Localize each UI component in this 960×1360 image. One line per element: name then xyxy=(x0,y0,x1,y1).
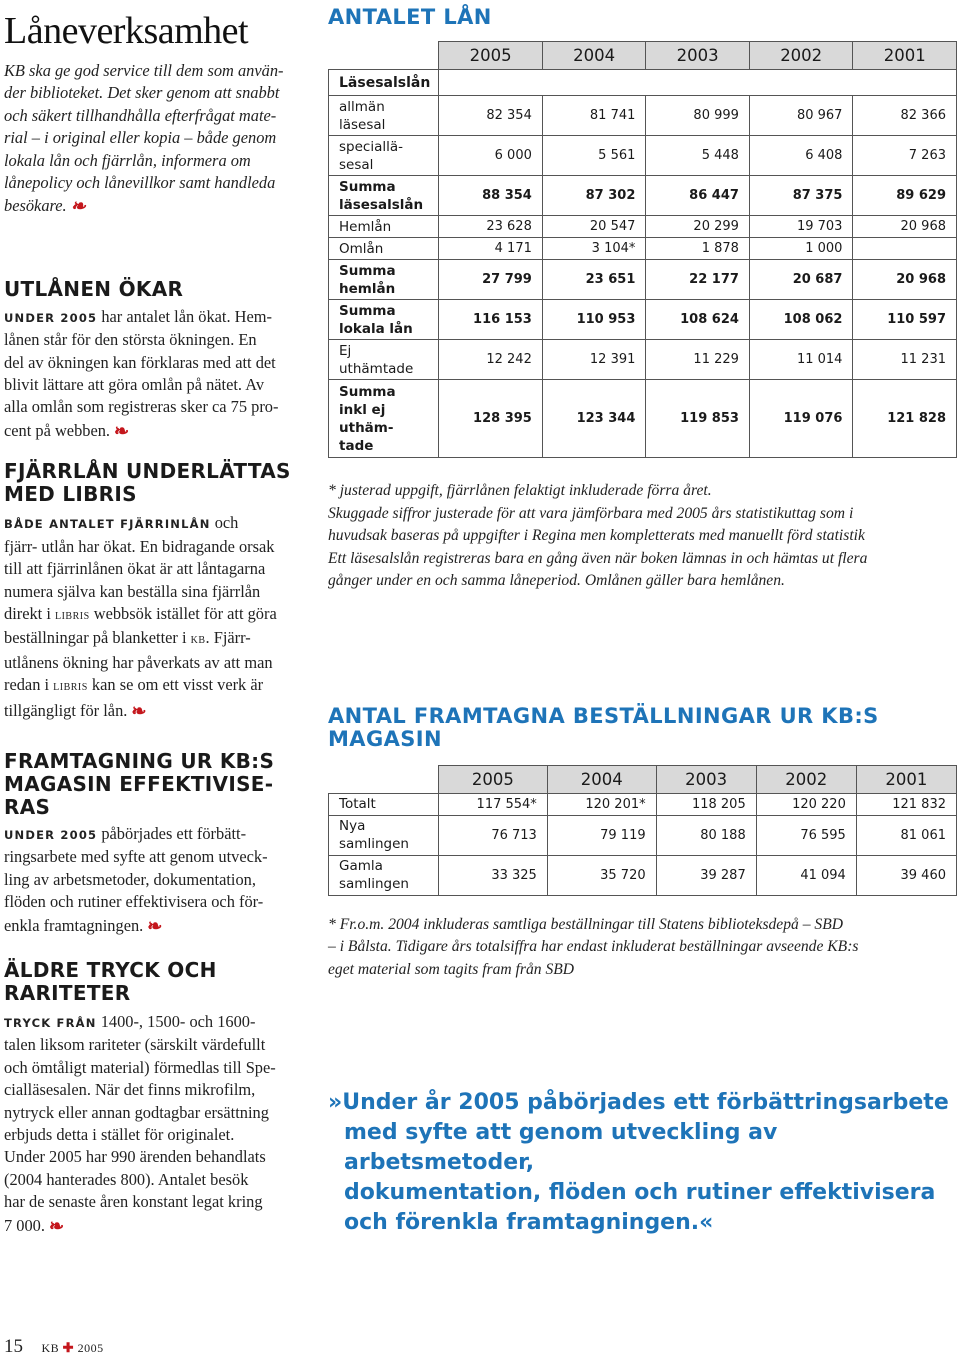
table-cell: 76 595 xyxy=(756,815,856,855)
body-line: (2004 hanterades 800). Antalet besök xyxy=(4,1169,249,1189)
table-row xyxy=(329,380,957,458)
body-line: numera själva kan beställa sina fjärrlån xyxy=(4,581,261,601)
table-cell: 20 299 xyxy=(646,216,750,238)
row-label: Totalt xyxy=(329,793,439,815)
heading-line: RAS xyxy=(4,794,51,819)
heading-line: MED LIBRIS xyxy=(4,482,137,507)
body-line: nytryck eller annan godtagbar ersättning xyxy=(4,1102,269,1122)
body-line: och ömtåligt material) förmedlas till Spe- xyxy=(4,1057,276,1077)
section-heading-utlanen: UTLÅNEN ÖKAR xyxy=(4,276,184,301)
left-column xyxy=(4,0,304,1237)
body-line: alla omlån som registreras sker ca 75 pro- xyxy=(4,397,279,417)
footer-kb: KB xyxy=(41,1341,60,1355)
body-line: 7 000. xyxy=(4,1215,45,1235)
ornament-icon: ❧ xyxy=(70,196,86,217)
table-cell: 86 447 xyxy=(646,176,750,216)
table-subheader-row xyxy=(329,70,957,96)
intro-line: rial – i original eller kopia – både genom xyxy=(4,128,277,148)
table-cell: 119 853 xyxy=(646,380,750,458)
table1-heading: ANTALET LÅN xyxy=(328,5,492,29)
table-cell: 88 354 xyxy=(439,176,543,216)
year-header: 2005 xyxy=(439,42,543,70)
table-cell: 1 000 xyxy=(749,238,853,260)
note-line: * justerad uppgift, fjärrlånen felaktigt inkluderade förra året. xyxy=(328,482,712,499)
heading-line: ANTAL FRAMTAGNA BESTÄLLNINGAR UR KB:S xyxy=(328,703,879,728)
body-line: 1400-, 1500- och 1600- xyxy=(96,1011,256,1031)
body-line: Under 2005 har 990 ärenden behandlats xyxy=(4,1147,266,1167)
libris-term: libris xyxy=(53,679,88,695)
row-label: speciallä- sesal xyxy=(329,136,439,176)
table-cell: 12 242 xyxy=(439,340,543,380)
body-line: cent på webben. xyxy=(4,420,111,440)
table-cell: 35 720 xyxy=(547,855,656,895)
table-cell: 117 554* xyxy=(439,793,548,815)
table-cell: 80 188 xyxy=(656,815,756,855)
ornament-icon: ❧ xyxy=(48,1215,65,1236)
lead-in: UNDER 2005 xyxy=(4,310,98,325)
table-cell: 7 263 xyxy=(853,136,957,176)
table-cell: 119 076 xyxy=(749,380,853,458)
lead-in: UNDER 2005 xyxy=(4,827,98,842)
body-line: flöden och rutiner effektivisera och för- xyxy=(4,892,264,912)
body-line: talen liksom rariteter (särskilt värdefullt xyxy=(4,1035,266,1055)
table-row xyxy=(329,238,957,260)
table-cell: 12 391 xyxy=(542,340,646,380)
table-cell: 80 999 xyxy=(646,96,750,136)
page-footer xyxy=(4,1336,104,1358)
body-line: har de senaste åren konstant legat kring xyxy=(4,1192,263,1212)
year-header: 2001 xyxy=(856,765,956,793)
year-header: 2002 xyxy=(749,42,853,70)
table-cell: 5 448 xyxy=(646,136,750,176)
orders-table xyxy=(328,765,957,896)
table-cell: 81 061 xyxy=(856,815,956,855)
table-header-row xyxy=(329,765,957,793)
table-row xyxy=(329,96,957,136)
lead-in: BÅDE ANTALET FJÄRRINLÅN xyxy=(4,517,211,532)
note-line: Skuggade siffror justerade för att vara jämförbara med 2005 års statistikuttag som i xyxy=(328,504,854,522)
heading-line: MAGASIN xyxy=(328,726,442,751)
row-label: Ej uthämtade xyxy=(329,340,439,380)
table-row xyxy=(329,793,957,815)
body-line: tillgängligt för lån. xyxy=(4,700,128,720)
table-cell: 118 205 xyxy=(656,793,756,815)
heading-line: ÄLDRE TRYCK OCH xyxy=(4,957,217,982)
section-body-aldre xyxy=(4,1011,304,1237)
libris-term: libris xyxy=(54,607,90,623)
table-cell: 11 229 xyxy=(646,340,750,380)
table-header-row xyxy=(329,42,957,70)
table-cell: 89 629 xyxy=(853,176,957,216)
body-line: utlånens ökning har påverkats av att man xyxy=(4,652,273,672)
table-cell: 27 799 xyxy=(439,260,543,300)
year-header: 2004 xyxy=(542,42,646,70)
section-heading-fjarrlan xyxy=(4,460,304,506)
year-header: 2004 xyxy=(547,765,656,793)
body-line: ringsarbete med syfte att genom utveck- xyxy=(4,847,268,867)
row-label: Läsesalslån xyxy=(329,70,439,96)
body-line: ling av arbetsmetoder, dokumentation, xyxy=(4,869,256,889)
table2-notes xyxy=(328,914,956,982)
table-cell: 108 062 xyxy=(749,300,853,340)
body-line: webbsök istället för att göra xyxy=(89,603,277,623)
intro-line: och säkert tillhandhålla efterfrågat mate- xyxy=(4,105,277,125)
table-cell: 19 703 xyxy=(749,216,853,238)
section-heading-aldre xyxy=(4,959,304,1005)
table-row xyxy=(329,260,957,300)
year-header: 2002 xyxy=(756,765,856,793)
right-column xyxy=(328,0,956,981)
table-cell: 108 624 xyxy=(646,300,750,340)
ornament-icon: ❧ xyxy=(131,700,147,721)
footer-mark xyxy=(42,1341,104,1355)
body-line: fjärr- utlån har ökat. En bidragande orsak xyxy=(4,536,275,556)
row-label: Hemlån xyxy=(329,216,439,238)
table-cell: 41 094 xyxy=(756,855,856,895)
table-cell: 116 153 xyxy=(439,300,543,340)
cross-icon: ✚ xyxy=(62,1340,75,1355)
table-cell: 128 395 xyxy=(439,380,543,458)
table-cell: 87 375 xyxy=(749,176,853,216)
body-line: . Fjärr- xyxy=(205,628,251,648)
ornament-icon: ❧ xyxy=(147,915,163,936)
table-cell: 23 628 xyxy=(439,216,543,238)
quote-line: »Under år 2005 påbörjades ett förbättringsarbete xyxy=(328,1090,949,1115)
table-cell: 20 968 xyxy=(853,216,957,238)
heading-line: FJÄRRLÅN UNDERLÄTTAS xyxy=(4,459,291,484)
header-blank-cell xyxy=(329,765,439,793)
heading-line: FRAMTAGNING UR KB:S xyxy=(4,748,275,773)
row-label: allmän läsesal xyxy=(329,96,439,136)
table-cell: 82 366 xyxy=(853,96,957,136)
loans-table xyxy=(328,41,957,458)
row-label: Summa lokala lån xyxy=(329,300,439,340)
section-body-framtagning xyxy=(4,823,304,937)
note-line: eget material som tagits fram från SBD xyxy=(328,960,575,978)
heading-line: MAGASIN EFFEKTIVISE- xyxy=(4,771,274,796)
table-cell: 39 287 xyxy=(656,855,756,895)
table-cell: 1 878 xyxy=(646,238,750,260)
body-line: del av ökningen kan förklaras med att det xyxy=(4,352,276,372)
body-line: cialläsesalen. När det finns mikrofilm, xyxy=(4,1080,256,1100)
intro-line: KB ska ge god service till dem som använ- xyxy=(4,61,284,80)
table-cell: 4 171 xyxy=(439,238,543,260)
quote-line: och förenkla framtagningen.« xyxy=(344,1210,714,1235)
table-cell: 33 325 xyxy=(439,855,548,895)
intro-line: lokala lån och fjärrlån, informera om xyxy=(4,150,251,170)
body-line: redan i xyxy=(4,675,54,695)
table-cell: 110 597 xyxy=(853,300,957,340)
table1-notes xyxy=(328,480,956,593)
row-label: Omlån xyxy=(329,238,439,260)
body-line: lånen står för den största ökningen. En xyxy=(4,330,257,350)
year-header: 2001 xyxy=(853,42,957,70)
page-number: 15 xyxy=(4,1336,23,1357)
year-header: 2003 xyxy=(656,765,756,793)
body-line: erbjuds detta i stället för originalet. xyxy=(4,1125,235,1144)
body-line: enkla framtagningen. xyxy=(4,915,144,935)
table-row xyxy=(329,855,957,895)
table2-heading xyxy=(328,705,956,751)
table-cell: 121 832 xyxy=(856,793,956,815)
table-cell: 11 231 xyxy=(853,340,957,380)
intro-line: der biblioteket. Det sker genom att snabbt xyxy=(4,83,280,103)
body-line: och xyxy=(210,513,239,533)
section-body-utlanen xyxy=(4,306,304,442)
note-line: – i Bålsta. Tidigare års totalsiffra har endast inkluderat beställningar avseende KB:s xyxy=(328,938,859,955)
row-label: Summa inkl ej uthäm- tade xyxy=(329,380,439,458)
note-line: Ett läsesalslån registreras bara en gång även när boken lämnas in och hämtas ut flera xyxy=(328,549,868,567)
note-line: gånger under en och samma låneperiod. Omlånen gäller bara hemlånen. xyxy=(328,572,785,589)
table-cell: 20 547 xyxy=(542,216,646,238)
table-row xyxy=(329,815,957,855)
table-cell: 123 344 xyxy=(542,380,646,458)
row-label: Summa hemlån xyxy=(329,260,439,300)
year-header: 2003 xyxy=(646,42,750,70)
table-cell: 120 201* xyxy=(547,793,656,815)
table-cell: 79 119 xyxy=(547,815,656,855)
lead-in: TRYCK FRÅN xyxy=(4,1015,97,1030)
table-cell: 23 651 xyxy=(542,260,646,300)
body-line: beställningar på blanketter i xyxy=(4,628,191,648)
table-cell: 11 014 xyxy=(749,340,853,380)
ornament-icon: ❧ xyxy=(114,420,130,441)
table-row xyxy=(329,300,957,340)
table-cell: 5 561 xyxy=(542,136,646,176)
table-cell: 120 220 xyxy=(756,793,856,815)
intro-line: lånepolicy och lånevillkor samt handleda xyxy=(4,173,276,193)
table-row xyxy=(329,216,957,238)
table-row xyxy=(329,340,957,380)
body-line: har antalet lån ökat. Hem- xyxy=(97,306,272,326)
header-blank-cell xyxy=(329,42,439,70)
intro-paragraph xyxy=(4,60,304,218)
body-line: påbörjades ett förbätt- xyxy=(97,823,247,843)
table-cell: 3 104* xyxy=(542,238,646,260)
row-label: Nya samlingen xyxy=(329,815,439,855)
table-cell: 39 460 xyxy=(856,855,956,895)
table-cell: 6 408 xyxy=(749,136,853,176)
page-title: Låneverksamhet xyxy=(4,10,249,52)
table-cell: 121 828 xyxy=(853,380,957,458)
kb-term: kb xyxy=(190,632,206,648)
table-row xyxy=(329,136,957,176)
quote-line: med syfte att genom utveckling av arbetsmetoder, xyxy=(344,1120,778,1175)
row-label: Gamla samlingen xyxy=(329,855,439,895)
table-cell: 110 953 xyxy=(542,300,646,340)
intro-line: besökare. xyxy=(4,196,67,216)
table-row xyxy=(329,176,957,216)
empty-cell xyxy=(439,70,957,96)
year-header: 2005 xyxy=(439,765,548,793)
pull-quote xyxy=(328,1088,956,1238)
note-line: huvudsak baseras på uppgifter i Regina men kompletterats med manuellt förd statistik xyxy=(328,527,865,544)
table-cell: 76 713 xyxy=(439,815,548,855)
table-cell: 81 741 xyxy=(542,96,646,136)
quote-line: dokumentation, flöden och rutiner effektivisera xyxy=(344,1180,936,1205)
heading-line: RARITETER xyxy=(4,980,131,1005)
footer-year: 2005 xyxy=(77,1341,104,1355)
table-cell: 82 354 xyxy=(439,96,543,136)
body-line: till att fjärrinlånen ökat är att låntagarna xyxy=(4,559,266,579)
table-cell: 80 967 xyxy=(749,96,853,136)
table-cell xyxy=(853,238,957,260)
body-line: kan se om ett visst verk är xyxy=(87,675,264,695)
section-heading-framtagning xyxy=(4,750,304,819)
note-line: * Fr.o.m. 2004 inkluderas samtliga beställningar till Statens biblioteksdepå – SBD xyxy=(328,915,844,933)
body-line: blivit lättare att göra omlån på nätet. Av xyxy=(4,375,265,395)
table-cell: 87 302 xyxy=(542,176,646,216)
row-label: Summa läsesalslån xyxy=(329,176,439,216)
table-cell: 6 000 xyxy=(439,136,543,176)
table-cell: 20 687 xyxy=(749,260,853,300)
table-cell: 22 177 xyxy=(646,260,750,300)
section-body-fjarrlan xyxy=(4,512,304,722)
table-cell: 20 968 xyxy=(853,260,957,300)
body-line: direkt i xyxy=(4,603,55,623)
